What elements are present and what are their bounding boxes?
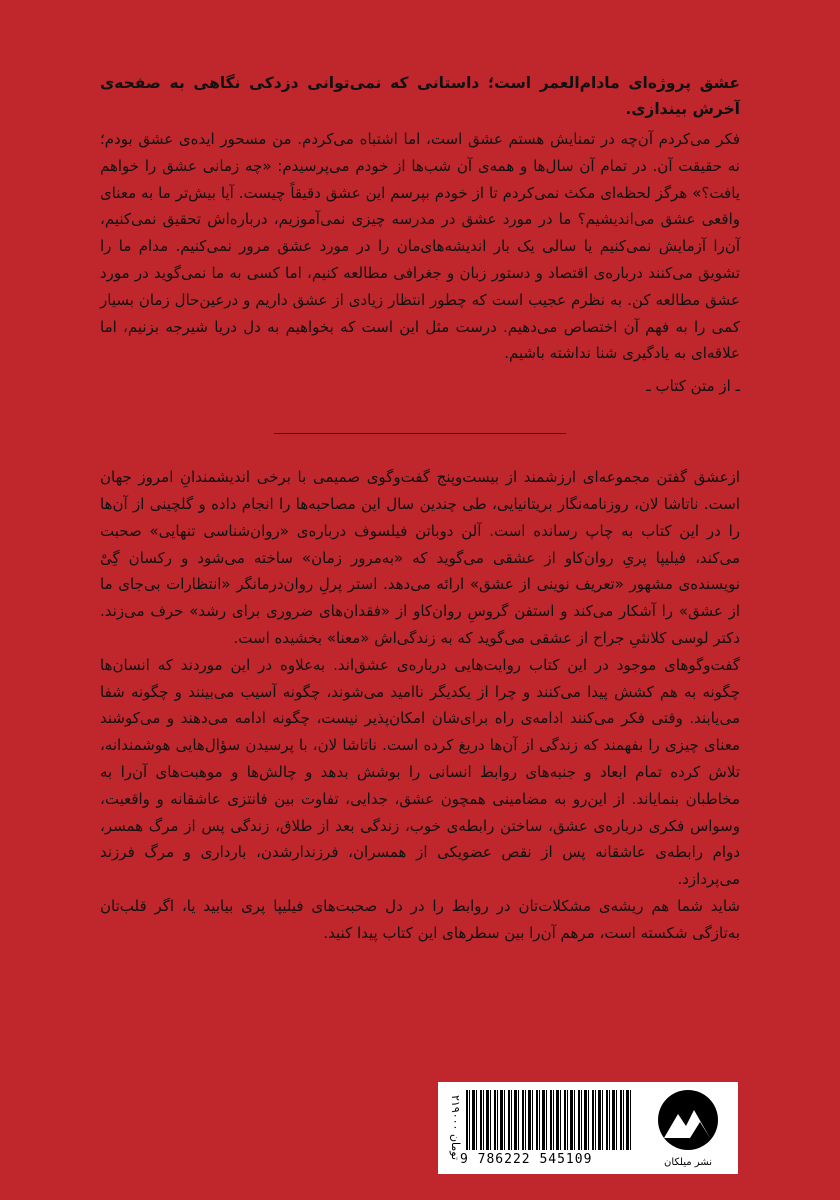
barcode-panel	[438, 1082, 738, 1174]
description-paragraph-1: ازعشق گفتن مجموعه‌ای ارزشمند از بیست‌وپنج گفت‌وگوی صمیمی با برخی اندیشمندانِ امروز جهان است. ناتاشا لان، روزنامه‌نگار بریتانیایی، طی چندین سال این مصاحبه‌ها را انجام داده و گلچینی از آن‌ها را در این کتاب به چاپ رسانده است. آلن دوباتن فیلسوف درباره‌ی «روان‌شناسی تنهایی» صحبت می‌کند، فیلیپا پریِ روان‌کاو از عشقی می‌گوید که «به‌مرور زمان» ساخته می‌شود و رکسان گِیْ نویسنده‌ی مشهور «تعریف نوینی از عشق» ارائه می‌دهد. استر پرلِ روان‌درمانگر «انتظارات بی‌جای ما از عشق» را آشکار می‌کند و استفن گروسِ روان‌کاو از «فقدان‌های ضروری برای رشد» حرف می‌زند. دکتر لوسی کلانثیِ جراح از عشقی می‌گوید که به زندگی‌اش «معنا» بخشیده است.	[100, 468, 740, 647]
mountain-logo-icon	[644, 1088, 732, 1152]
barcode	[466, 1090, 634, 1150]
lead-quote: عشق پروژه‌ای مادام‌العمر است؛ داستانی که نمی‌توانی دزدکی نگاهی به صفحه‌ی آخرش بیندازی.	[100, 74, 740, 118]
publisher-logo	[644, 1088, 732, 1168]
publisher-name: نشر میلکان	[664, 1157, 712, 1168]
quote-body: فکر می‌کردم آن‌چه در تمنایش هستم عشق است، اما اشتباه می‌کردم. من مسحور ایده‌ی عشق بودم؛ نه حقیقت آن. در تمام آن سال‌ها و همه‌ی آن شب‌ها از خودم می‌پرسیدم: «چه زمانی عشق را خواهم یافت؟» هرگز لحظه‌ای مکث نمی‌کردم تا از خودم بپرسم این عشق دقیقاً چیست. آیا بیش‌تر ما به معنای واقعی عشق می‌اندیشیم؟ ما در مورد عشق در مدرسه چیزی نمی‌آموزیم، درباره‌اش تحقیق نمی‌کنیم، آن‌را آزمایش نمی‌کنیم یا سالی یک بار اندیشه‌های‌مان را در مورد عشق مرور نمی‌کنیم. مدام ما را تشویق می‌کنند درباره‌ی اقتصاد و دستور زبان و جغرافی مطالعه کنیم، اما کسی به ما نمی‌گوید در مورد عشق مطالعه کن. به نظرم عجیب است که چطور انتظار زیادی از عشق داریم و درعین‌حال زمان بسیار کمی را به فهم آن اختصاص می‌دهیم. درست مثل این است که بخواهیم به دل دریا شیرجه بزنیم، اما علاقه‌ای به یادگیری شنا نداشته باشیم.	[100, 130, 740, 363]
cover-text	[100, 70, 740, 947]
isbn-number: 9 786222 545109	[460, 1152, 593, 1167]
divider	[274, 433, 566, 434]
price-label: ۲۱۹۰۰۰ تومان	[449, 1095, 462, 1161]
description-paragraph-2: گفت‌وگوهای موجود در این کتاب روایت‌هایی درباره‌ی عشق‌اند. به‌علاوه در این موردند که انسان‌ها چگونه به هم کشش پیدا می‌کنند و چرا از یکدیگر ناامید می‌شوند، چگونه آسیب می‌بینند و چگونه شفا می‌یابند. وقتی فکر می‌کنند ادامه‌ی راه برای‌شان امکان‌پذیر نیست، چگونه ادامه می‌دهند و می‌کوشند معنای چیزی را بفهمند که زندگی از آن‌ها دریغ کرده است. ناتاشا لان، با پرسیدن سؤال‌هایی هوشمندانه، تلاش کرده تمام ابعاد و جنبه‌های روابط انسانی را بوشش بدهد و چالش‌ها و موهبت‌های آن‌را به مخاطبان بنمایاند. از این‌رو به مضامینی همچون عشق، جدایی، تفاوت بین فانتزی عاشقانه و واقعیت، وسواس فکری درباره‌ی عشق، ساختن رابطه‌ی خوب، زندگی بعد از طلاق، زندگی پس از مرگ همسر، دوام رابطه‌ی عاشقانه پس از نقص عضویکی از همسران، فرزندارشدن، بارداری و مرگ فرزند می‌پردازد.	[100, 655, 740, 889]
quote-source: ـ از متن کتاب ـ	[646, 377, 740, 396]
description-paragraph-3: شاید شما هم ریشه‌ی مشکلات‌تان در روابط را در دل صحبت‌های فیلیپا پری بیابید یا، اگر قلب‌تان به‌تازگی شکسته است، مرهم آن‌را بین سطرهای این کتاب پیدا کنید.	[100, 896, 740, 942]
